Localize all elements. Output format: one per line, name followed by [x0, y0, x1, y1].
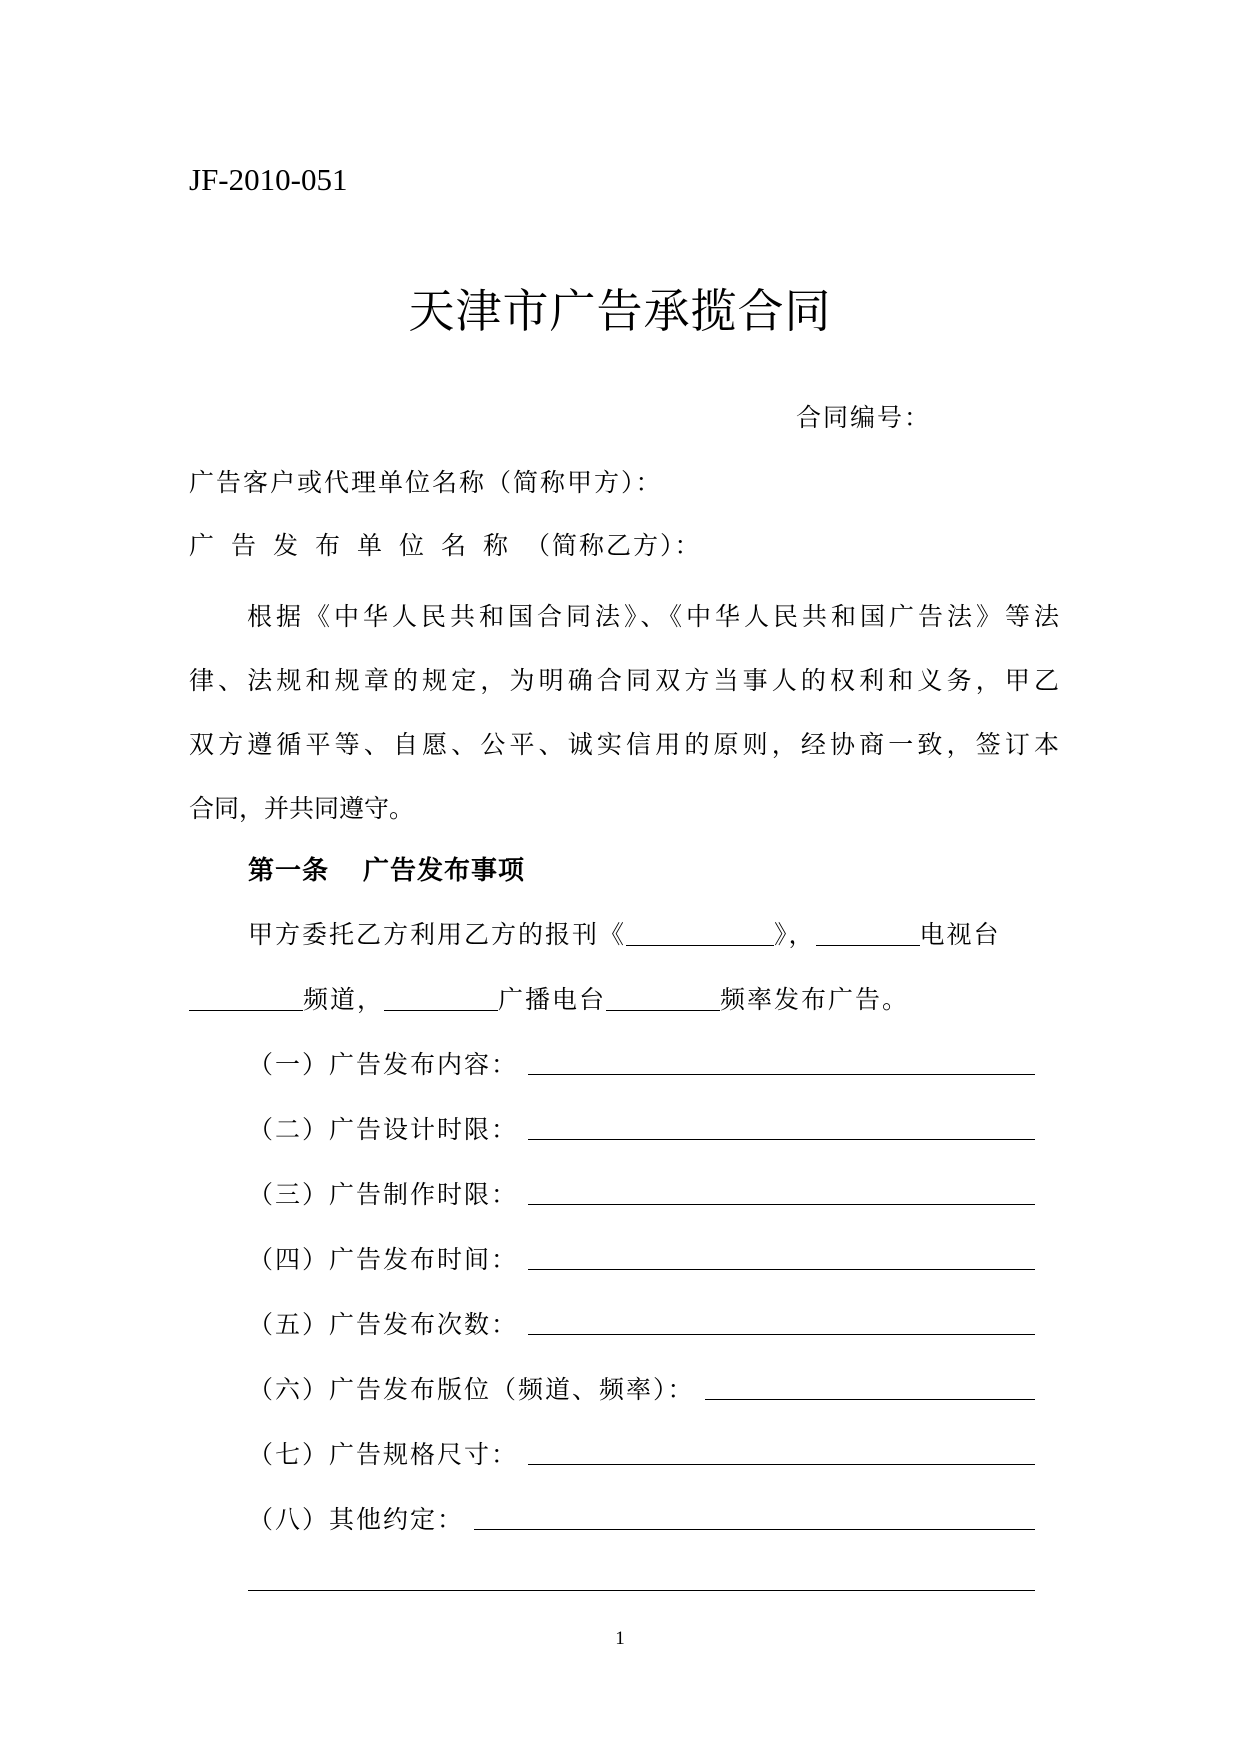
- fill-in-line[interactable]: [528, 1174, 1035, 1205]
- item-label: （二）广告设计时限：: [248, 1115, 519, 1144]
- tv-station-blank[interactable]: [816, 921, 920, 946]
- item-label: （七）广告规格尺寸：: [248, 1440, 519, 1469]
- blank-continuation-line[interactable]: [248, 1590, 1035, 1591]
- fill-in-line[interactable]: [528, 1044, 1035, 1075]
- party-b-label-main: 广告发布单位名称: [189, 531, 526, 560]
- item-size: [248, 1431, 1035, 1471]
- article-1-text: 电视台: [919, 920, 1001, 949]
- item-other: [248, 1496, 1035, 1536]
- newspaper-name-blank[interactable]: [626, 921, 774, 946]
- party-b-label: [189, 526, 702, 562]
- item-design-period: [248, 1106, 1035, 1146]
- item-label: （一）广告发布内容：: [248, 1050, 519, 1079]
- tv-channel-blank[interactable]: [189, 986, 303, 1011]
- article-1-title: 广告发布事项: [363, 856, 526, 886]
- fill-in-line[interactable]: [528, 1239, 1035, 1270]
- fill-in-line[interactable]: [528, 1109, 1035, 1140]
- preamble-paragraph: [189, 585, 1059, 841]
- item-production-period: [248, 1171, 1035, 1211]
- radio-station-blank[interactable]: [384, 986, 498, 1011]
- page-number: 1: [615, 1628, 625, 1649]
- item-label: （六）广告发布版位（频道、频率）：: [248, 1375, 695, 1404]
- party-a-label: 广告客户或代理单位名称（简称甲方）：: [189, 468, 663, 497]
- fill-in-line[interactable]: [705, 1369, 1035, 1400]
- fill-in-line[interactable]: [528, 1304, 1035, 1335]
- article-1-text: 》，: [774, 920, 816, 949]
- preamble-line: 合同，并共同遵守。: [189, 794, 415, 823]
- party-b-label-tail: （简称乙方）：: [525, 531, 702, 560]
- preamble-line: 根据《中华人民共和国合同法》、《中华人民共和国广告法》等法: [247, 602, 1059, 631]
- article-1-text: 频道，: [303, 985, 385, 1014]
- document-code: JF-2010-051: [189, 162, 348, 197]
- fill-in-line[interactable]: [528, 1434, 1035, 1465]
- fill-in-line[interactable]: [474, 1499, 1035, 1530]
- preamble-line: 律、法规和规章的规定，为明确合同双方当事人的权利和义务，甲乙: [189, 666, 1059, 695]
- item-publish-count: [248, 1301, 1035, 1341]
- preamble-line: 双方遵循平等、自愿、公平、诚实信用的原则，经协商一致，签订本: [189, 730, 1059, 759]
- item-content: [248, 1041, 1035, 1081]
- radio-frequency-blank[interactable]: [606, 986, 720, 1011]
- article-1-text: 广播电台: [498, 985, 607, 1014]
- article-1-line-2: [189, 980, 909, 1016]
- item-label: （四）广告发布时间：: [248, 1245, 519, 1274]
- article-1-text: 甲方委托乙方利用乙方的报刊《: [248, 920, 627, 949]
- article-1-heading: [248, 850, 525, 887]
- contract-number-label: 合同编号：: [796, 403, 932, 432]
- document-title: 天津市广告承揽合同: [408, 284, 832, 338]
- article-1-text: 频率发布广告。: [720, 985, 910, 1014]
- item-label: （三）广告制作时限：: [248, 1180, 519, 1209]
- item-label: （八）其他约定：: [248, 1505, 465, 1534]
- article-1-line-1: [248, 915, 1001, 951]
- item-publish-position: [248, 1366, 1035, 1406]
- item-publish-time: [248, 1236, 1035, 1276]
- article-1-number: 第一条: [248, 856, 330, 886]
- item-label: （五）广告发布次数：: [248, 1310, 519, 1339]
